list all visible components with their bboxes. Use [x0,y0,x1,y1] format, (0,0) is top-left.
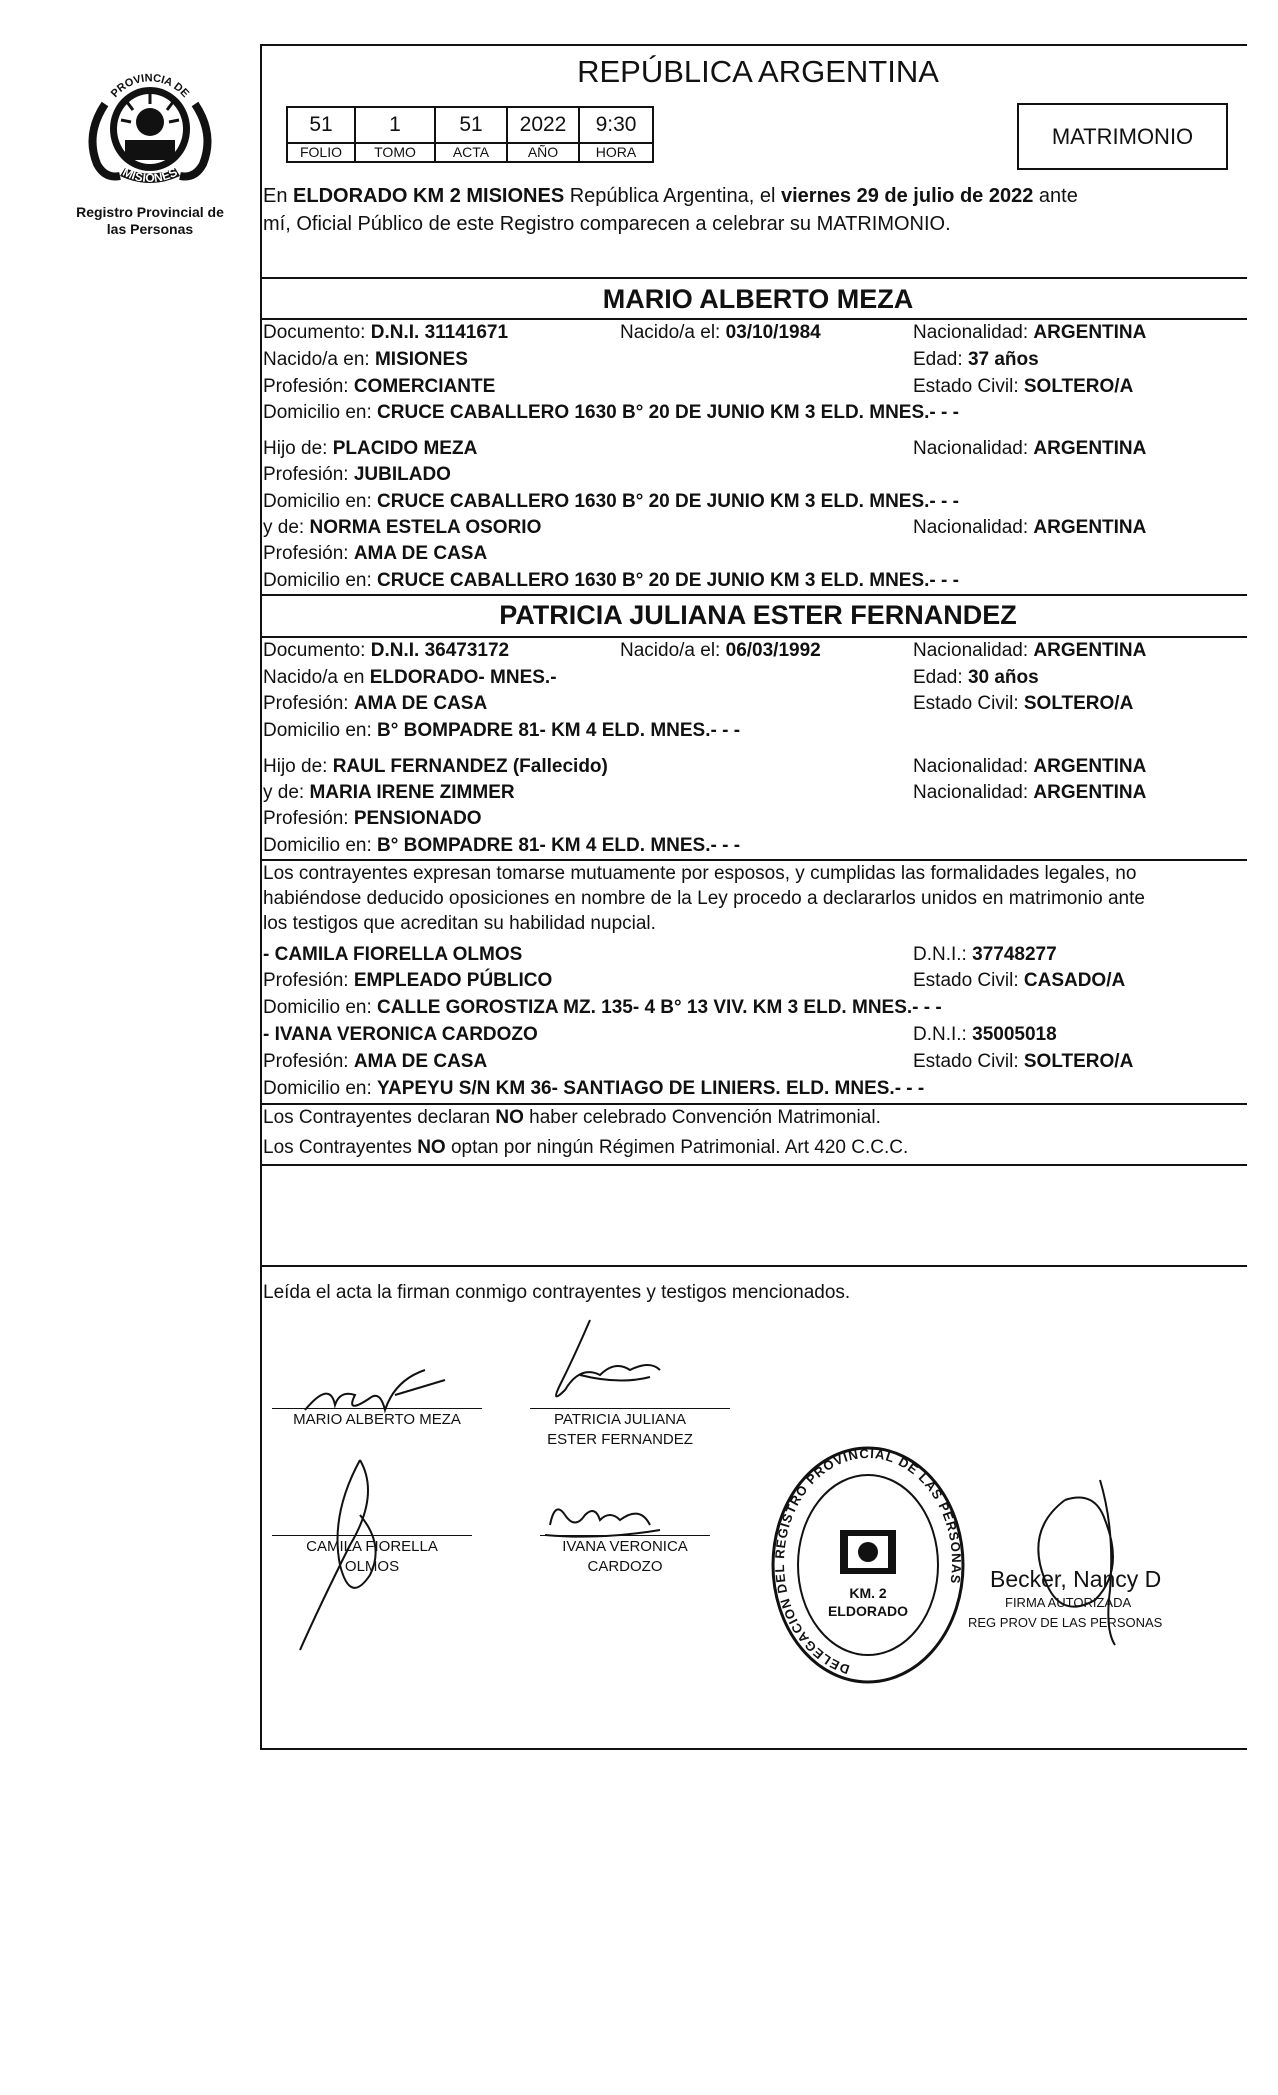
label: Profesión: [263,464,354,485]
value: NORMA ESTELA OSORIO [309,517,542,538]
spouse1-domicilio [263,400,959,426]
separator [260,1265,1247,1267]
spouse2-mother-profesion [263,806,482,832]
value: B° BOMPADRE 81- KM 4 ELD. MNES.- - - [377,720,741,741]
signature-caption-camila-1: CAMILA FIORELLA [306,1538,438,1555]
provincial-logo [75,64,225,194]
label: Nacionalidad: [913,438,1034,459]
acta-label: ACTA [435,143,507,162]
value: CALLE GOROSTIZA MZ. 135- 4 B° 13 VIV. KM 3 ELD. MNES.- - - [377,997,942,1018]
hora-label: HORA [579,143,653,162]
label: Edad: [913,349,968,370]
label: Nacionalidad: [913,756,1034,777]
spouse2-nacido-el [620,638,821,664]
registry-stamp [768,1440,968,1690]
label: y de: [263,782,310,803]
intro-text: ante [1033,185,1078,207]
label: Profesión: [263,543,354,564]
text: Los Contrayentes [263,1137,418,1158]
label: Domicilio en: [263,997,378,1018]
value: CRUCE CABALLERO 1630 B° 20 DE JUNIO KM 3 ELD. MNES.- - - [377,491,959,512]
signature-line [530,1408,730,1409]
value: MARIA IRENE ZIMMER [309,782,515,803]
intro-place: ELDORADO KM 2 MISIONES [293,185,565,207]
value: ARGENTINA [1033,782,1147,803]
witness2-domicilio [263,1076,924,1102]
value: YAPEYU S/N KM 36- SANTIAGO DE LINIERS. ELD. MNES.- - - [377,1078,925,1099]
declaration-line-2: habiéndose deducido oposiciones en nombre de la Ley procedo a declararlos unidos en matrimonio ante [263,888,1145,909]
label: Domicilio en: [263,720,378,741]
witness1-domicilio [263,995,942,1021]
value: ARGENTINA [1033,438,1147,459]
label: Estado Civil: [913,693,1024,714]
bottom-border [260,1748,1247,1750]
intro-text: República Argentina, el [564,185,781,207]
registry-caption: Registro Provincial de las Personas [76,204,224,237]
witness1-profesion [263,968,552,994]
country-title: REPÚBLICA ARGENTINA [577,54,939,89]
spouse1-estado-civil [913,374,1133,400]
spouse1-mother-nacionalidad [913,515,1146,541]
value: ARGENTINA [1033,640,1147,661]
value: CRUCE CABALLERO 1630 B° 20 DE JUNIO KM 3 ELD. MNES.- - - [377,402,959,423]
value: 30 años [967,667,1039,688]
closing-text: Leída el acta la firman conmigo contrayentes y testigos mencionados. [263,1282,851,1303]
spouse1-documento [263,320,508,346]
value: SOLTERO/A [1023,693,1134,714]
label: Estado Civil: [913,1051,1024,1072]
signature-line [272,1408,482,1409]
convention-line [263,1105,881,1131]
acta-value: 51 [435,107,507,143]
label: D.N.I.: [913,1024,973,1045]
spouse2-nacionalidad [913,638,1146,664]
value: 37 años [967,349,1039,370]
spouse2-mother-nacionalidad [913,780,1146,806]
value: 35005018 [972,1024,1057,1045]
text: optan por ningún Régimen Patrimonial. Art 420 C.C.C. [445,1137,909,1158]
label: Estado Civil: [913,376,1024,397]
value: PLACIDO MEZA [332,438,478,459]
spouse1-nacido-en [263,347,468,373]
emphasis: NO [417,1137,446,1158]
label: Nacido/a en: [263,349,375,370]
value: AMA DE CASA [353,1051,488,1072]
value: ARGENTINA [1033,322,1147,343]
label: D.N.I.: [913,944,973,965]
label: Domicilio en: [263,570,378,591]
label: Nacionalidad: [913,782,1034,803]
logo-bottom-text: MISIONES [120,164,180,186]
declaration-line-3: los testigos que acreditan su habilidad nupcial. [263,913,656,934]
spouse2-estado-civil [913,691,1133,717]
witness2-dni [913,1022,1057,1048]
value: AMA DE CASA [353,543,488,564]
anio-label: AÑO [507,143,579,162]
value: MISIONES [374,349,468,370]
label: Profesión: [263,376,354,397]
spouse1-father-domicilio [263,489,959,515]
label: Estado Civil: [913,970,1024,991]
spouse1-nacido-el [620,320,821,346]
signature-caption-ivana-1: IVANA VERONICA [562,1538,688,1555]
signature-caption-ivana-2: CARDOZO [587,1558,663,1575]
spouse1-edad [913,347,1039,373]
label: Nacido/a en [263,667,370,688]
value: JUBILADO [353,464,451,485]
folio-label: FOLIO [287,143,355,162]
signature-caption-mario: MARIO ALBERTO MEZA [293,1411,461,1428]
spouse2-profesion [263,691,487,717]
label: Nacionalidad: [913,517,1034,538]
label: Profesión: [263,1051,354,1072]
signature-patricia [520,1315,680,1415]
intro-date: viernes 29 de julio de 2022 [780,185,1034,207]
label: Profesión: [263,808,354,829]
value: EMPLEADO PÚBLICO [353,970,553,991]
spouse2-father-nacionalidad [913,754,1146,780]
spouse2-documento [263,638,509,664]
spouse1-father-nacionalidad [913,436,1146,462]
tomo-value: 1 [355,107,435,143]
value: B° BOMPADRE 81- KM 4 ELD. MNES.- - - [377,835,741,856]
value: SOLTERO/A [1023,376,1134,397]
hora-value: 9:30 [579,107,653,143]
logo-top-text: PROVINCIA DE [108,72,192,100]
value: CRUCE CABALLERO 1630 B° 20 DE JUNIO KM 3 ELD. MNES.- - - [377,570,959,591]
value: COMERCIANTE [353,376,496,397]
text: Los Contrayentes declaran [263,1107,496,1128]
stamp-center-place: ELDORADO [827,1603,909,1619]
spouse2-edad [913,665,1039,691]
label: Hijo de: [263,756,333,777]
witness2-name: - IVANA VERONICA CARDOZO [263,1024,538,1045]
value: SOLTERO/A [1023,1051,1134,1072]
tomo-label: TOMO [355,143,435,162]
declaration-line-1: Los contrayentes expresan tomarse mutuamente por esposos, y cumplidas las formalidades legales, no [263,863,1137,884]
separator [260,594,1247,596]
label: Domicilio en: [263,491,378,512]
value: RAUL FERNANDEZ (Fallecido) [332,756,608,777]
label: Domicilio en: [263,835,378,856]
spouse2-father [263,754,608,780]
witness1-dni [913,942,1057,968]
spouse2-name: PATRICIA JULIANA ESTER FERNANDEZ [499,600,1017,630]
label: Nacido/a el: [620,640,726,661]
value: PENSIONADO [353,808,482,829]
stamp-center-km: KM. 2 [849,1585,887,1601]
signature-caption-patricia-2: ESTER FERNANDEZ [547,1431,693,1448]
value: 03/10/1984 [725,322,821,343]
value: ARGENTINA [1033,756,1147,777]
value: 06/03/1992 [725,640,821,661]
label: Domicilio en: [263,1078,378,1099]
label: Profesión: [263,693,354,714]
label: Edad: [913,667,968,688]
value: 37748277 [972,944,1057,965]
spouse1-nacionalidad [913,320,1146,346]
value: D.N.I. 31141671 [370,322,509,343]
label: Documento: [263,322,371,343]
label: y de: [263,517,310,538]
witness2-profesion [263,1049,487,1075]
anio-value: 2022 [507,107,579,143]
spouse1-name: MARIO ALBERTO MEZA [602,284,914,314]
spouse1-mother-profesion [263,541,487,567]
official-title: FIRMA AUTORIZADA [1005,1595,1132,1610]
value: CASADO/A [1023,970,1126,991]
signature-line [540,1535,710,1536]
witness1-estado-civil [913,968,1125,994]
witness1-name: - CAMILA FIORELLA OLMOS [263,944,523,965]
spouse2-mother [263,780,515,806]
spouse1-mother [263,515,541,541]
value: AMA DE CASA [353,693,488,714]
intro-line-1 [263,183,1078,209]
text: haber celebrado Convención Matrimonial. [523,1107,881,1128]
value: D.N.I. 36473172 [370,640,510,661]
act-type-box: MATRIMONIO [1017,103,1228,170]
signature-caption-patricia-1: PATRICIA JULIANA [554,1411,686,1428]
intro-text: En [263,185,294,207]
signature-line [272,1535,472,1536]
stamp-ring-text: DELEGACION DEL REGISTRO PROVINCIAL DE LAS PERSONAS [771,1445,965,1678]
regime-line [263,1135,908,1161]
value: ARGENTINA [1033,517,1147,538]
folio-value: 51 [287,107,355,143]
spouse1-profesion [263,374,495,400]
separator [260,277,1247,279]
label: Documento: [263,640,371,661]
spouse2-domicilio [263,718,740,744]
official-registry: REG PROV DE LAS PERSONAS [968,1615,1163,1630]
spouse1-mother-domicilio [263,568,959,594]
spouse2-nacido-en [263,665,557,691]
label: Hijo de: [263,438,333,459]
label: Nacionalidad: [913,322,1034,343]
label: Domicilio en: [263,402,378,423]
top-border [260,44,1247,46]
label: Profesión: [263,970,354,991]
label: Nacido/a el: [620,322,726,343]
act-number-table [286,106,654,163]
label: Nacionalidad: [913,640,1034,661]
value: ELDORADO- MNES.- [369,667,557,688]
emphasis: NO [495,1107,524,1128]
spouse1-father [263,436,477,462]
signature-caption-camila-2: OLMOS [344,1558,400,1575]
witness2-estado-civil [913,1049,1133,1075]
spouse1-father-profesion [263,462,451,488]
spouse2-mother-domicilio [263,833,740,859]
separator [260,1164,1247,1166]
official-name: Becker, Nancy D [990,1566,1162,1592]
intro-line-2: mí, Oficial Público de este Registro comparecen a celebrar su MATRIMONIO. [263,213,951,235]
